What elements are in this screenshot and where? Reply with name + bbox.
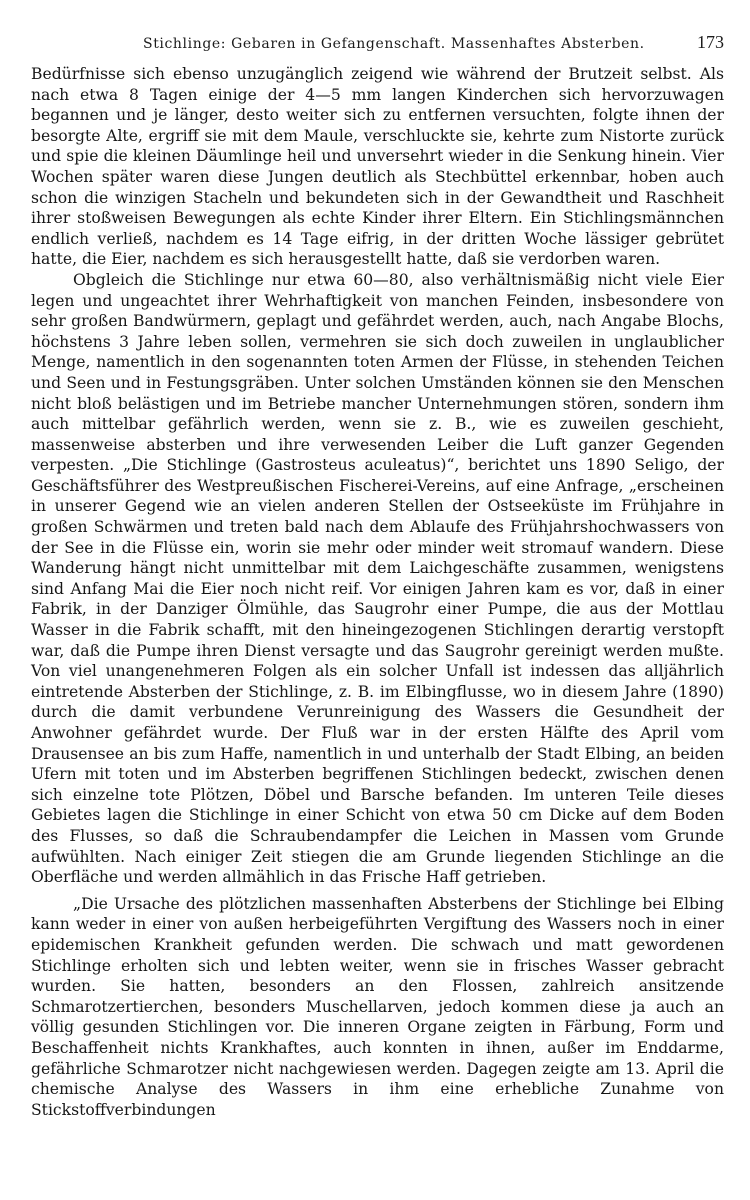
paragraph: Obgleich die Stichlinge nur etwa 60—80, also verhältnismäßig nicht viele Eier legen und ungeachtet ihrer Wehrhaftigkeit von manchen Feinden, insbesondere von sehr großen Bandwürmern, geplagt und gefährdet werden, auch, nach Angabe Blochs, höchstens 3 Jahre leben sollen, vermehren sie sich doch zuweilen in unglaublicher Menge, namentlich in den sogenannten toten Armen der Flüsse, in stehenden Teichen und Seen und in Festungsgräben. Unter solchen Umständen können sie den Menschen nicht bloß belästigen und im Betriebe mancher Unternehmungen stören, sondern ihm auch mittelbar gefährlich werden, wenn sie z. B., wie es zuweilen geschieht, massenweise absterben und ihre verwesenden Leiber die Luft ganzer Gegenden verpesten. „Die Stichlinge (Gastrosteus aculeatus)“, berichtet uns 1890 Seligo, der Geschäftsführer des Westpreußischen Fischerei-Vereins, auf eine Anfrage, „erscheinen in unserer Gegend wie an vielen anderen Stellen der Ostseeküste im Frühjahre in großen Schwärmen und treten bald nach dem Ablaufe des Frühjahrshochwassers von der See in die Flüsse ein, worin sie mehr oder minder weit stromauf wandern. Diese Wanderung hängt nicht unmittelbar mit dem Laichgeschäfte zusammen, wenigstens sind Anfang Mai die Eier noch nicht reif. Vor einigen Jahren kam es vor, daß in einer Fabrik, in der Danziger Ölmühle, das Saugrohr einer Pumpe, die aus der Mottlau Wasser in die Fabrik schafft, mit den hineingezogenen Stichlingen derartig verstopft war, daß die Pumpe ihren Dienst versagte und das Saugrohr gereinigt werden mußte. Von viel unangenehmeren Folgen als ein solcher Unfall ist indessen das alljährlich eintretende Absterben der Stichlinge, z. B. im Elbingflusse, wo in diesem Jahre (1890) durch die damit verbundene Verunreinigung des Wassers die Gesundheit der Anwohner gefährdet wurde. Der Fluß war in der ersten Hälfte des April vom Drausensee an bis zum Haffe, namentlich in und unterhalb der Stadt Elbing, an beiden Ufern mit toten und im Absterben begriffenen Stichlingen bedeckt, zwischen denen sich einzelne tote Plötzen, Döbel und Barsche befanden. Im unteren Teile dieses Gebietes lagen die Stichlinge in einer Schicht von etwa 50 cm Dicke auf dem Boden des Flusses, so daß die Schraubendampfer die Leichen in Massen vom Grunde aufwühlten. Nach einiger Zeit stiegen die am Grunde liegenden Stichlinge an die Oberfläche und werden allmählich in das Frische Haff getrieben. <box>31 270 724 887</box>
page-header <box>31 30 724 60</box>
running-head: Stichlinge: Gebaren in Gefangenschaft. Massenhaftes Absterben. <box>143 36 645 52</box>
paragraph-continued: Bedürfnisse sich ebenso unzugänglich zeigend wie während der Brutzeit selbst. Als nach etwa 8 Tagen einige der 4—5 mm langen Kinderchen sich hervorzuwagen begannen und je länger, desto weiter sich zu entfernen versuchten, folgte ihnen der besorgte Alte, ergriff sie mit dem Maule, verschluckte sie, kehrte zum Nistorte zurück und spie die kleinen Däumlinge heil und unversehrt wieder in die Senkung hinein. Vier Wochen später waren diese Jungen deutlich als Stechbüttel erkennbar, hoben auch schon die winzigen Stacheln und bekundeten sich in der Gewandtheit und Raschheit ihrer stoßweisen Bewegungen als echte Kinder ihrer Eltern. Ein Stichlingsmännchen endlich verließ, nachdem es 14 Tage eifrig, in der dritten Woche lässiger gebrütet hatte, die Eier, nachdem es sich herausgestellt hatte, daß sie verdorben waren. <box>31 65 724 269</box>
paragraph: „Die Ursache des plötzlichen massenhaften Absterbens der Stichlinge bei Elbing kann weder in einer von außen herbeigeführten Vergiftung des Wassers noch in einer epidemischen Krankheit gefunden werden. Die schwach und matt gewordenen Stichlinge erholten sich und lebten weiter, wenn sie in frisches Wasser gebracht wurden. Sie hatten, besonders an den Flossen, zahlreich ansitzende Schmarotzertierchen, besonders Muschellarven, jedoch kommen diese ja auch an völlig gesunden Stichlingen vor. Die inneren Organe zeigten in Färbung, Form und Beschaffenheit nichts Krankhaftes, auch konnten in ihnen, außer im Enddarme, gefährliche Schmarotzer nicht nachgewiesen werden. Dagegen zeigte am 13. April die chemische Analyse des Wassers in ihm eine erhebliche Zunahme von Stickstoffverbindungen <box>31 894 724 1119</box>
page-number: 173 <box>697 32 724 52</box>
body-text <box>31 64 724 1120</box>
